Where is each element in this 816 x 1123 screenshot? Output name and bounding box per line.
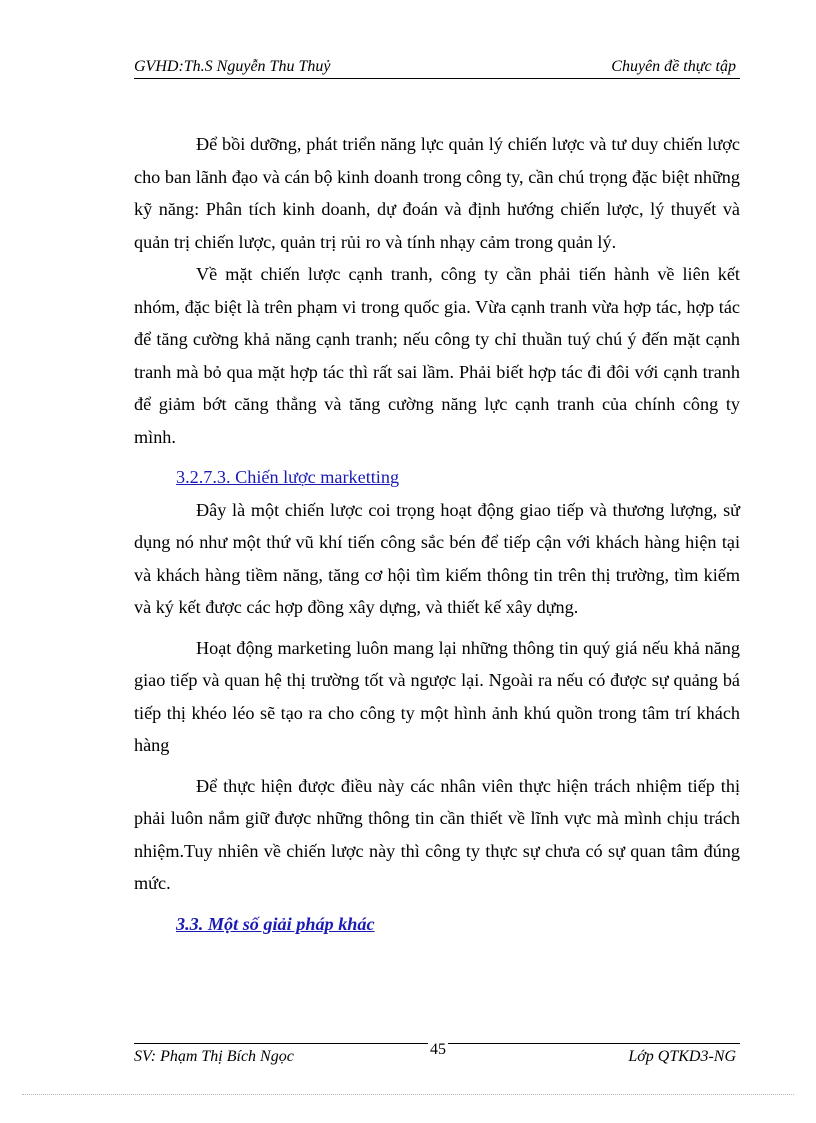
section-heading-marketing[interactable]: 3.2.7.3. Chiến lược marketting (176, 467, 400, 487)
section-heading-other-solutions[interactable]: 3.3. Một số giải pháp khác (176, 913, 375, 934)
document-body (134, 128, 740, 940)
page-number: 45 (430, 1041, 446, 1058)
header-advisor: GVHD:Th.S Nguyễn Thu Thuỷ (134, 58, 331, 75)
page-bottom-divider (22, 1094, 794, 1095)
footer-class: Lớp QTKD3-NG (628, 1048, 736, 1065)
paragraph-marketing-staff: Để thực hiện được điều này các nhân viên thực hiện trách nhiệm tiếp thị phải luôn nắm giữ được những thông tin cần thiết về lĩnh vực mà mình chịu trách nhiệm.Tuy nhiên về chiến lược này thì công ty thực sự chưa có sự quan tâm đúng mức. (134, 775, 740, 893)
footer-student: SV: Phạm Thị Bích Ngọc (134, 1048, 294, 1065)
paragraph-management-skills: Để bồi dưỡng, phát triển năng lực quản lý chiến lược và tư duy chiến lược cho ban lãnh đạo và cán bộ kinh doanh trong công ty, cần chú trọng đặc biệt những kỹ năng: Phân tích kinh doanh, dự đoán và định hướng chiến lược, lý thuyết và quản trị chiến lược, quản trị rủi ro và tính nhạy cảm trong quản lý. (134, 134, 740, 252)
paragraph-marketing-strategy: Đây là một chiến lược coi trọng hoạt động giao tiếp và thương lượng, sử dụng nó như một thứ vũ khí tiến công sắc bén để tiếp cận với khách hàng hiện tại và khách hàng tiềm năng, tăng cơ hội tìm kiếm thông tin trên thị trường, tìm kiếm và ký kết được các hợp đồng xây dựng, và thiết kế xây dựng. (134, 499, 740, 617)
paragraph-marketing-activity: Hoạt động marketing luôn mang lại những thông tin quý giá nếu khả năng giao tiếp và quan hệ thị trường tốt và ngược lại. Ngoài ra nếu có được sự quảng bá tiếp thị khéo léo sẽ tạo ra cho công ty một hình ảnh khú quồn trong tâm trí khách hàng (134, 637, 740, 755)
paragraph-competition-strategy: Về mặt chiến lược cạnh tranh, công ty cần phải tiến hành về liên kết nhóm, đặc biệt là trên phạm vi trong quốc gia. Vừa cạnh tranh vừa hợp tác, hợp tác để tăng cường khả năng cạnh tranh; nếu công ty chỉ thuần tuý chú ý đến mặt cạnh tranh mà bỏ qua mặt hợp tác thì rất sai lầm. Phải biết hợp tác đi đôi với cạnh tranh để giảm bớt căng thẳng và tăng cường năng lực cạnh tranh của chính công ty mình. (134, 264, 740, 447)
page-footer (134, 1043, 740, 1074)
header-report-title: Chuyên đề thực tập (611, 58, 736, 75)
page-header (134, 56, 740, 79)
